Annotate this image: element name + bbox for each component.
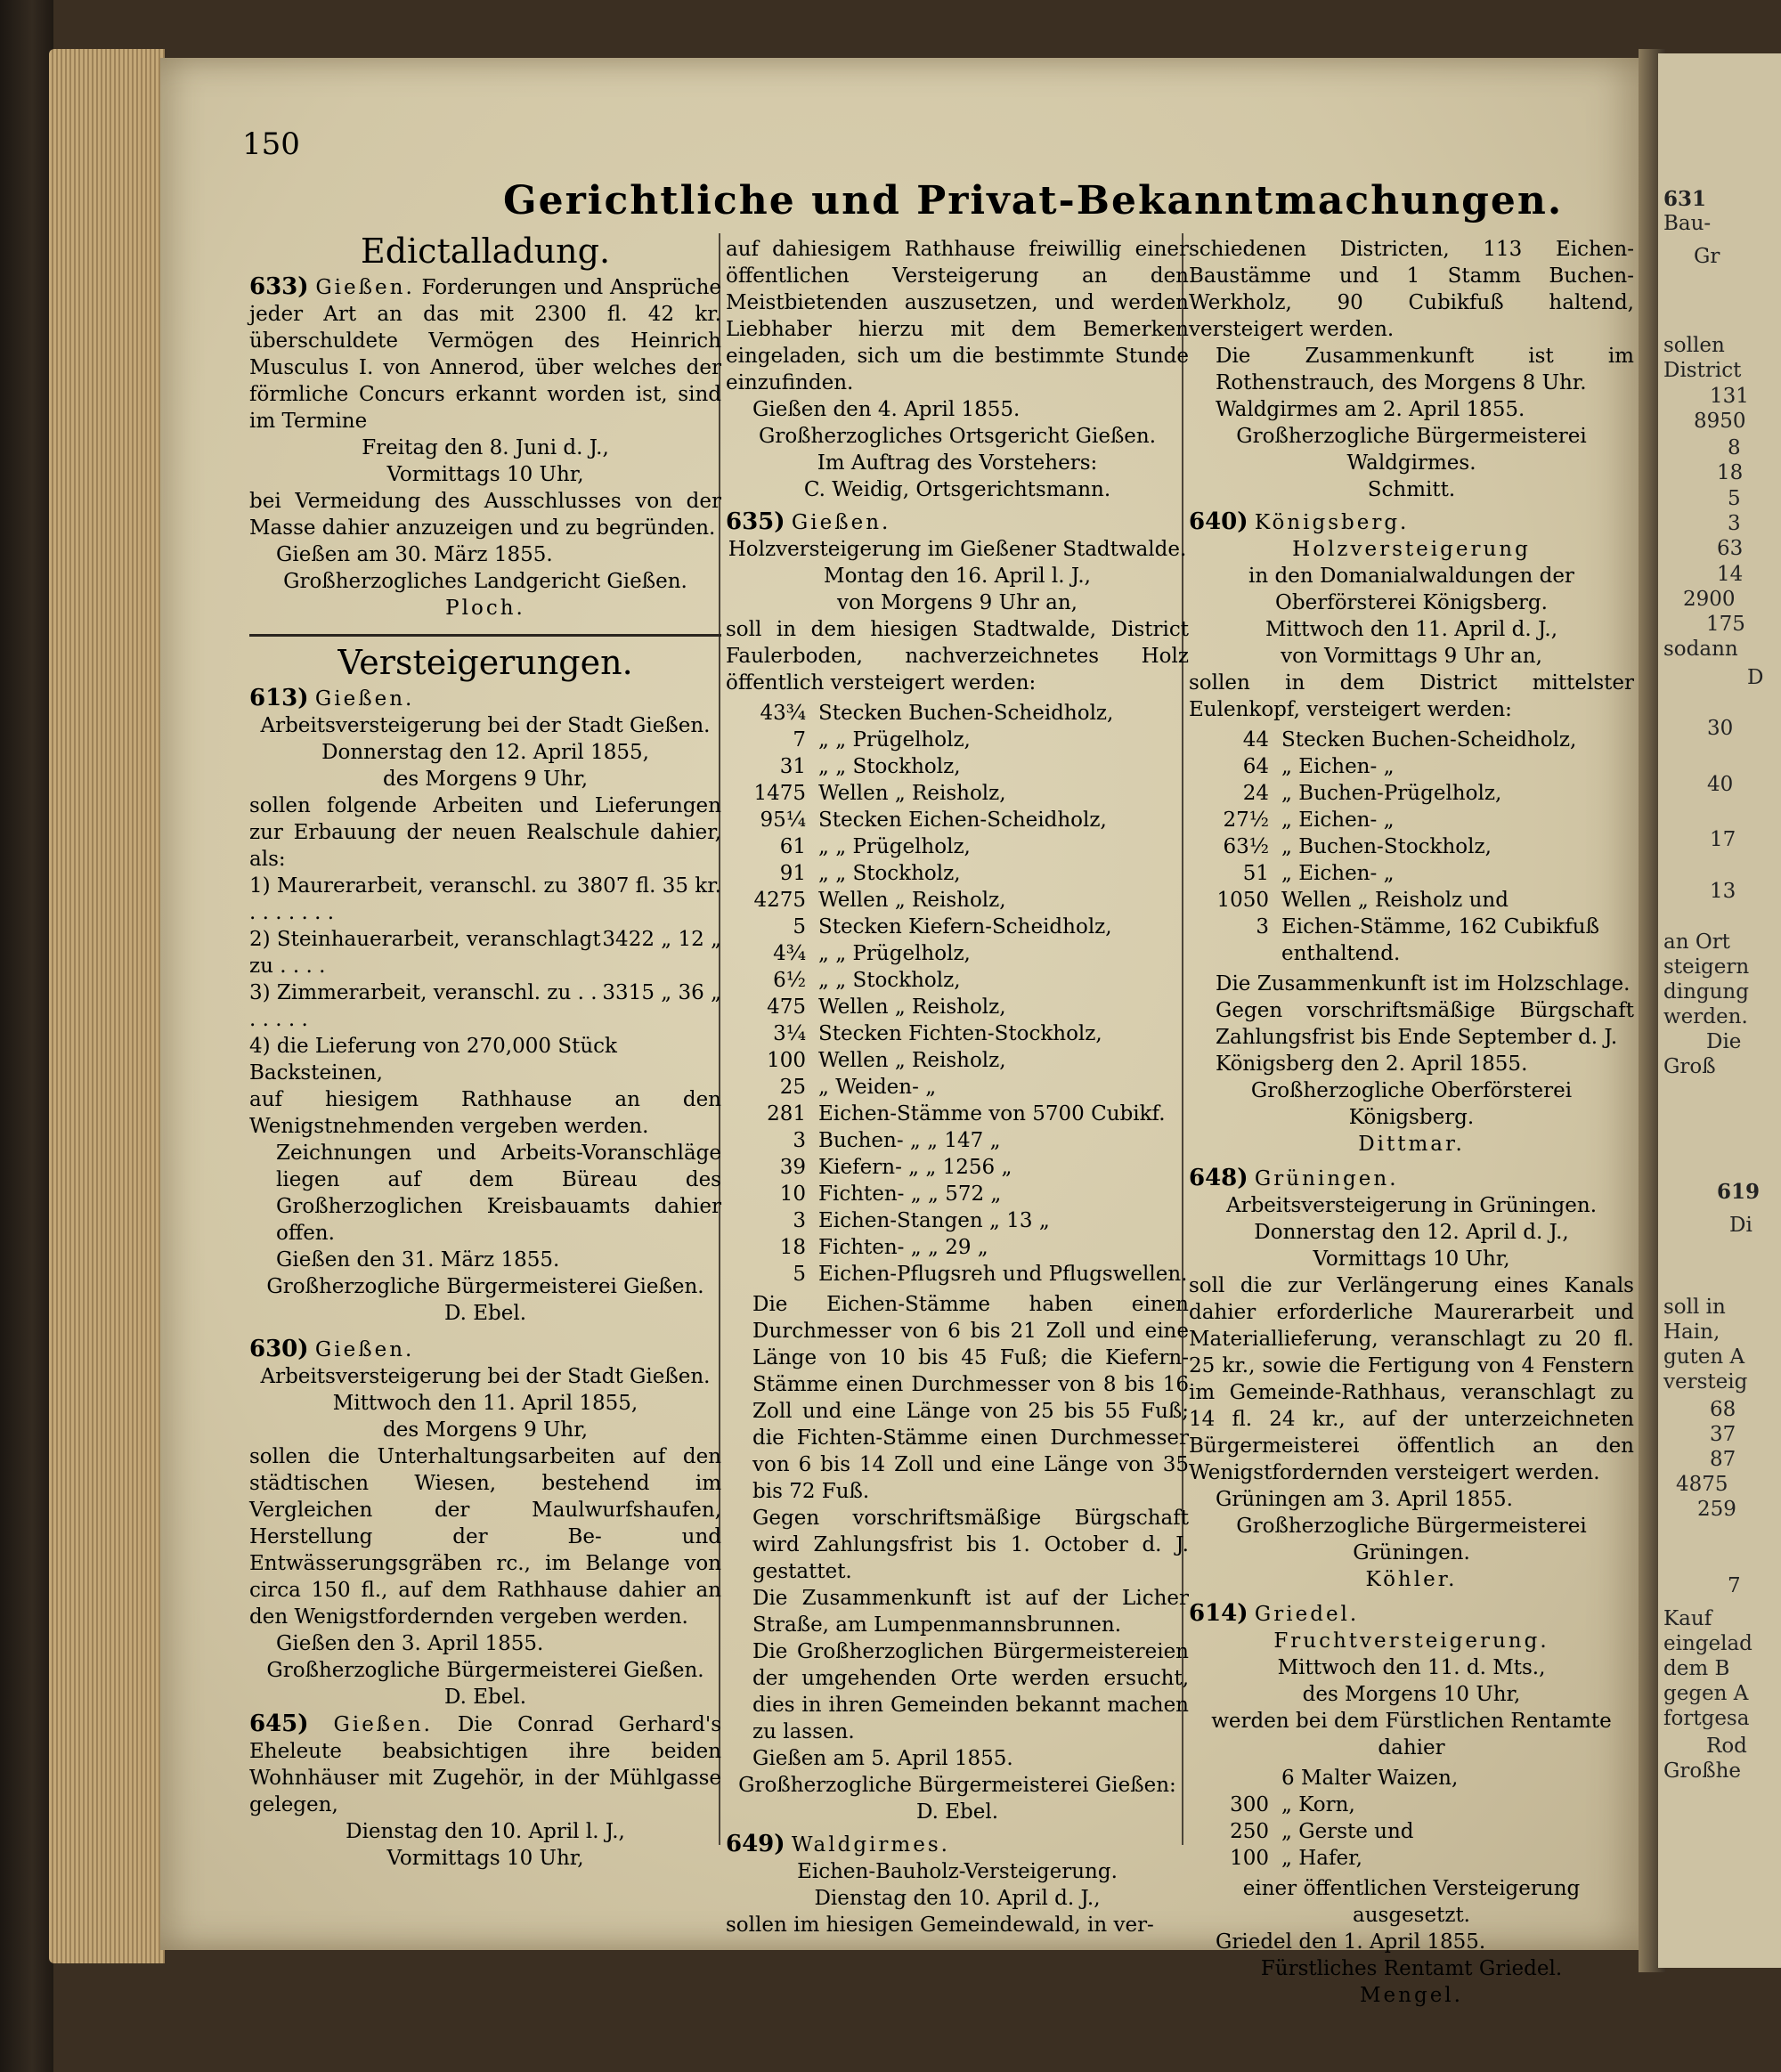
fragment: Bau- [1663,212,1712,235]
wood-description: „ „ Stockholz, [818,969,961,992]
fragment: dem B [1663,1657,1730,1680]
notice-text: bei Vermeidung des Ausschlusses von der Masse dahier anzuzeigen und zu begründen. [249,490,721,540]
notice-place: Königsberg. [1254,511,1410,534]
fragment: 2900 [1683,588,1736,611]
work-amount: 3315 „ 36 „ [602,981,721,1004]
notice-signer: D. Ebel. [443,1686,527,1709]
grain-list [1189,1765,1634,1872]
wood-quantity: 7 [793,728,806,752]
fragment: Di [1729,1214,1753,1237]
fragment: dingung [1663,980,1749,1003]
fragment: Die [1706,1030,1742,1053]
fragment: 8950 [1694,410,1746,433]
notice-issuer: Großherzogliche Bürgermeisterei Gießen: [738,1774,1176,1797]
wood-description: Wellen „ Reisholz, [818,1049,1006,1072]
notice-date: Mittwoch den 11. d. Mts., [1277,1656,1546,1679]
fragment: 259 [1697,1498,1736,1521]
fragment: 30 [1707,717,1734,740]
wood-description: Wellen „ Reisholz, [818,995,1006,1019]
notice-text: Zeichnungen und Arbeits-Voranschläge liegen auf dem Büreau des Großherzoglichen Kreisbauamts dahier offen. [276,1142,721,1245]
wood-item [726,753,1189,780]
notice-signer: Mengel. [1360,1984,1463,2007]
notice-text: soll die zur Verlängerung eines Kanals dahier erforderliche Maurerarbeit und Materiallieferung, veranschlagt zu 20 fl. 25 kr., sowie die Fertigung von 4 Fenstern im Gemeinde-Rathhaus, veranschlagt zu 14 fl. 24 kr., auf der unterzeichneten Bürgermeisterei öffentlich an den Wenigstfordernden versteigert werden. [1189,1274,1634,1484]
wood-quantity: 6½ [773,969,806,992]
notice-issuer: Großherzogliche Bürgermeisterei Gießen. [266,1659,704,1682]
wood-item [1189,753,1634,780]
wood-item [726,914,1189,940]
notice-title: Arbeitsversteigerung bei der Stadt Gießen. [260,714,711,737]
notice-number: 648) [1189,1165,1248,1191]
notice-issuer: Großherzogliche Oberförsterei Königsberg. [1250,1079,1573,1129]
notice-649-continued [1189,236,1634,503]
fragment: steigern [1663,955,1750,979]
wood-description: „ Eichen- „ [1281,755,1395,778]
notice-issuer: Großherzogliches Ortsgericht Gießen. [758,425,1157,448]
fragment: versteig [1663,1370,1748,1394]
wood-description: Stecken Kiefern-Scheidholz, [818,915,1112,938]
fragment: sollen [1663,334,1725,357]
fragment: an Ort [1663,930,1730,954]
notice-635 [726,508,1189,1825]
notice-title: Fruchtversteigerung. [1273,1629,1549,1653]
wood-quantity: 64 [1242,755,1269,778]
wood-item [1189,780,1634,807]
notice-title: Arbeitsversteigerung in Grüningen. [1225,1194,1598,1217]
notice-text: einer öffentlichen Versteigerung ausgesetzt. [1242,1877,1581,1927]
column-1 [249,232,722,1872]
wood-item [726,887,1189,914]
wood-item [726,1020,1189,1047]
notice-613 [249,685,721,1327]
notice-614 [1189,1600,1634,2009]
notice-signer: D. Ebel. [443,1302,527,1325]
column-2 [726,236,1189,1938]
wood-description: Wellen „ Reisholz und [1281,889,1509,912]
wood-quantity: 5 [793,1263,806,1286]
notice-signer: Schmitt. [1367,478,1456,501]
notice-dateline: Gießen den 31. März 1855. [276,1248,560,1272]
wood-item [726,833,1189,860]
fragment: 8 [1728,436,1741,459]
grain-item [1189,1792,1634,1818]
wood-quantity: 1050 [1216,889,1269,912]
notice-time: von Vormittags 9 Uhr an, [1281,645,1542,668]
notice-issuer: Großherzogliche Bürgermeisterei Grüningen. [1236,1515,1587,1564]
notice-time: des Morgens 10 Uhr, [1302,1683,1521,1706]
notice-time: des Morgens 9 Uhr, [382,768,589,791]
fragment: soll in [1663,1296,1726,1319]
notice-text: sollen die Unterhaltungsarbeiten auf den städtischen Wiesen, bestehend im Vergleichen der Maulwurfshaufen, Herstellung der Be- und Entwässerungsgräben rc., im Belange von circa 150 fl., auf dem Rathhause dahier an den Wenigstfordernden vergeben werden. [249,1445,721,1629]
wood-description: „ „ Prügelholz, [818,942,971,965]
notice-place: Gießen. [314,1338,415,1361]
wood-quantity: 1475 [753,782,806,805]
wood-item [726,1101,1189,1127]
grain-item [1189,1845,1634,1872]
notice-dateline: Gießen am 30. März 1855. [276,543,553,566]
work-item [249,979,721,1033]
notice-dateline: Griedel den 1. April 1855. [1216,1930,1486,1954]
notice-place: Grüningen. [1254,1167,1399,1190]
wood-item [726,700,1189,727]
fragment: 37 [1710,1423,1736,1446]
wood-description: Eichen-Stämme, 162 Cubikfuß enthaltend. [1281,915,1599,965]
wood-description: Eichen-Stangen „ 13 „ [818,1209,1050,1232]
fragment: Rod [1706,1735,1747,1758]
notice-date: Montag den 16. April l. J., [824,565,1091,588]
notice-signer: C. Weidig, Ortsgerichtsmann. [803,478,1111,501]
wood-item [726,1261,1189,1288]
wood-list [726,700,1189,1288]
notice-number: 635) [726,508,785,535]
work-amount: 3807 fl. 35 kr. [576,874,721,898]
notice-text: Die Zusammenkunft ist im Rothenstrauch, des Morgens 8 Uhr. [1216,345,1634,394]
wood-description: „ Eichen- „ [1281,862,1395,885]
wood-list [1189,727,1634,967]
wood-item [726,994,1189,1020]
notice-649 [726,1831,1189,1938]
notice-text: Die Eichen-Stämme haben einen Durchmesser von 6 bis 21 Zoll und eine Länge von 10 bis 45 Fuß; die Kiefern-Stämme einen Durchmesser von 8 bis 16 Zoll und eine Länge von 25 bis 55 Fuß; die Fichten-Stämme einen Durchmesser von 6 bis 14 Zoll und eine Länge von 35 bis 72 Fuß. [752,1293,1189,1503]
page-heading: Gerichtliche und Privat-Bekanntmachungen. [503,178,1564,223]
page-number: 150 [242,126,300,162]
wood-item [726,1047,1189,1074]
notice-order: Im Auftrag des Vorstehers: [817,451,1098,475]
notice-text: Forderungen und Ansprüche jeder Art an das mit 2300 fl. 42 kr. überschuldete Vermögen des Heinrich Musculus I. von Annerod, über welches der förmliche Concurs erkannt worden ist, sind im Termine [249,276,722,433]
fragment: 18 [1717,461,1744,484]
fragment: 631 [1663,187,1707,211]
wood-quantity: 61 [779,835,806,858]
notice-text: soll in dem hiesigen Stadtwalde, District Faulerboden, nachverzeichnetes Holz öffentlich versteigert werden: [726,618,1189,695]
wood-description: Kiefern- „ „ 1256 „ [818,1156,1012,1179]
notice-date: Dienstag den 10. April d. J., [814,1887,1101,1910]
fragment: 68 [1710,1398,1736,1421]
wood-item [726,807,1189,833]
wood-quantity: 3 [1256,915,1269,938]
fragment: 4875 [1676,1473,1728,1496]
wood-item [726,1181,1189,1207]
notice-issuer: Fürstliches Rentamt Griedel. [1260,1957,1563,1980]
wood-description: Buchen- „ „ 147 „ [818,1129,1001,1152]
wood-description: „ „ Stockholz, [818,862,961,885]
notice-date: Freitag den 8. Juni d. J., [362,436,609,459]
wood-item [1189,807,1634,833]
notice-time: Vormittags 10 Uhr, [386,1847,584,1870]
grain-item [1189,1818,1634,1845]
fragment: 7 [1728,1574,1741,1597]
column-3 [1189,236,1634,2009]
notice-text: Gegen vorschriftsmäßige Bürgschaft wird Zahlungsfrist bis 1. October d. J. gestattet. [752,1507,1189,1583]
wood-item [1189,833,1634,860]
wood-quantity: 44 [1242,728,1269,752]
wood-description: „ „ Prügelholz, [818,835,971,858]
fragment: Groß [1663,1055,1716,1078]
section-title-edictalladung: Edictalladung. [360,232,611,271]
wood-quantity: 91 [779,862,806,885]
grain-description: 6 Malter Waizen, [1281,1767,1459,1790]
notice-title: Holzversteigerung [1292,538,1531,561]
wood-description: Wellen „ Reisholz, [818,782,1006,805]
grain-description: „ Gerste und [1281,1820,1414,1843]
grain-quantity: 100 [1230,1847,1269,1870]
notice-dateline: Gießen den 4. April 1855. [752,398,1021,421]
wood-quantity: 10 [779,1182,806,1206]
notice-number: 649) [726,1831,785,1857]
wood-item [726,940,1189,967]
wood-quantity: 39 [779,1156,806,1179]
wood-description: Eichen-Stämme von 5700 Cubikf. [818,1102,1166,1125]
wood-description: „ „ Stockholz, [818,755,961,778]
notice-date: Donnerstag den 12. April 1855, [321,741,649,764]
grain-description: „ Korn, [1281,1793,1355,1816]
wood-quantity: 25 [779,1076,806,1099]
fragment: gegen A [1663,1682,1749,1705]
notice-place: Gießen. [314,687,415,711]
notice-dateline: Grüningen am 3. April 1855. [1216,1488,1513,1511]
notice-645 [249,1710,721,1872]
wood-quantity: 3 [793,1129,806,1152]
book-binding [0,0,53,2072]
wood-quantity: 4¾ [773,942,806,965]
notice-place: Griedel. [1254,1603,1360,1626]
wood-item [726,1234,1189,1261]
notice-648 [1189,1165,1634,1593]
section-divider [249,634,721,637]
work-item [249,926,721,979]
wood-item [726,1154,1189,1181]
wood-item [726,727,1189,753]
fragment: 3 [1728,512,1741,535]
fragment: 175 [1706,613,1745,636]
fragment: guten A [1663,1345,1745,1369]
wood-quantity: 5 [793,915,806,938]
fragment: fortgesa [1663,1707,1750,1730]
wood-description: Stecken Eichen-Scheidholz, [818,808,1107,832]
wood-description: Stecken Buchen-Scheidholz, [818,702,1114,725]
notice-title: Holzversteigerung im Gießener Stadtwalde. [728,538,1187,561]
wood-quantity: 18 [779,1236,806,1259]
work-item [249,1033,721,1086]
wood-item [726,1207,1189,1234]
wood-item [1189,727,1634,753]
work-item [249,873,721,926]
wood-quantity: 24 [1242,782,1269,805]
notice-text: sollen im hiesigen Gemeindewald, in ver- [726,1914,1154,1937]
wood-quantity: 27½ [1223,808,1269,832]
wood-description: Stecken Buchen-Scheidholz, [1281,728,1577,752]
notice-633 [249,273,721,622]
fragment: Gr [1694,245,1720,268]
wood-quantity: 100 [767,1049,806,1072]
notice-time: des Morgens 9 Uhr, [382,1418,589,1442]
wood-quantity: 31 [779,755,806,778]
notice-number: 640) [1189,508,1248,535]
fragment: eingelad [1663,1632,1753,1655]
wood-quantity: 95¼ [760,808,806,832]
wood-description: „ „ Prügelholz, [818,728,971,752]
grain-description: „ Hafer, [1281,1847,1362,1870]
wood-quantity: 43¾ [760,702,806,725]
fragment: 40 [1707,773,1734,796]
wood-quantity: 51 [1242,862,1269,885]
fragment: District [1663,359,1742,382]
fragment: 63 [1717,537,1744,560]
wood-quantity: 281 [767,1102,806,1125]
grain-item [1189,1765,1634,1792]
fragment: Hain, [1663,1320,1720,1344]
fragment: D [1747,666,1764,689]
notice-title: Eichen-Bauholz-Versteigerung. [797,1860,1118,1883]
notice-text: sollen folgende Arbeiten und Lieferungen zur Erbauung der neuen Realschule dahier, als: [249,794,721,871]
notice-number: 633) [249,273,309,300]
section-title-versteigerungen: Versteigerungen. [337,643,633,682]
notice-number: 613) [249,685,309,711]
grain-quantity [1189,1765,1281,1792]
notice-number: 614) [1189,1600,1248,1627]
notice-place: Waldgirmes. [791,1833,950,1857]
wood-quantity: 63½ [1223,835,1269,858]
wood-description: Eichen-Pflugsreh und Pflugswellen. [818,1263,1188,1286]
notice-645-continued [726,236,1189,503]
notice-text: werden bei dem Fürstlichen Rentamte dahier [1211,1710,1612,1759]
notice-dateline: Königsberg den 2. April 1855. [1216,1052,1528,1076]
wood-quantity: 3 [793,1209,806,1232]
notice-time: von Morgens 9 Uhr an, [837,591,1078,614]
fragment: werden. [1663,1005,1748,1028]
wood-item [726,1074,1189,1101]
notice-text: Die Großherzoglichen Bürgermeistereien der umgehenden Orte werden ersucht, dies in ihren Gemeinden bekannt machen zu lassen. [752,1640,1189,1743]
wood-description: „ Weiden- „ [818,1076,937,1099]
wood-quantity: 4275 [753,889,806,912]
notice-630 [249,1336,721,1710]
wood-description: Stecken Fichten-Stockholz, [818,1022,1102,1045]
notice-text: Die Conrad Gerhard's Eheleute beabsichtigen ihre beiden Wohnhäuser mit Zugehör, in der Mühlgasse gelegen, [249,1713,722,1816]
notice-date: Mittwoch den 11. April 1855, [332,1392,638,1415]
notice-dateline: Gießen am 5. April 1855. [752,1747,1013,1770]
work-label: 1) Maurerarbeit, veranschl. zu . . . . . . . [249,874,568,924]
notice-signer: D. Ebel. [915,1800,999,1824]
notice-time: Vormittags 10 Uhr, [1313,1247,1510,1271]
wood-item [726,780,1189,807]
notice-text: auf dahiesigem Rathhause freiwillig einer öffentlichen Versteigerung an den Meistbietenden auszusetzen, und werden Liebhaber hierzu mit dem Bemerken eingeladen, sich um die bestimmte Stunde einzufinden. [726,238,1189,394]
notice-text: schiedenen Districten, 113 Eichen-Baustämme und 1 Stamm Buchen-Werkholz, 90 Cubikfuß haltend, versteigert werden. [1189,238,1634,341]
notice-place: Gießen. [333,1713,433,1736]
wood-quantity: 475 [767,995,806,1019]
fragment: 13 [1710,880,1736,903]
work-label: 2) Steinhauerarbeit, veranschlagt zu . . . . [249,928,601,978]
notice-place: Gießen. [315,276,415,299]
wood-description: „ Buchen-Stockholz, [1281,835,1492,858]
notice-text: Gegen vorschriftsmäßige Bürgschaft Zahlungsfrist bis Ende September d. J. [1216,999,1634,1049]
notice-signer: Köhler. [1365,1568,1458,1591]
wood-item [726,967,1189,994]
wood-quantity: 3¼ [773,1022,806,1045]
notice-text: auf hiesigem Rathhause an den Wenigstnehmenden vergeben werden. [249,1088,721,1138]
notice-signer: Ploch. [445,597,525,620]
grain-quantity: 250 [1230,1820,1269,1843]
wood-item [1189,860,1634,887]
notice-date: Donnerstag den 12. April d. J., [1254,1221,1569,1244]
notice-dateline: Waldgirmes am 2. April 1855. [1216,398,1525,421]
wood-item [726,860,1189,887]
notice-subtitle: in den Domanialwaldungen der Oberförsterei Königsberg. [1248,565,1574,614]
wood-item [726,1127,1189,1154]
fragment: 14 [1717,563,1744,586]
notice-signer: Dittmar. [1358,1133,1465,1156]
notice-dateline: Gießen den 3. April 1855. [276,1632,544,1655]
notice-640 [1189,508,1634,1158]
notice-issuer: Großherzogliches Landgericht Gießen. [283,570,687,593]
facing-page-fragment [1658,53,1781,1968]
notice-issuer: Großherzogliche Bürgermeisterei Gießen. [266,1275,704,1298]
fragment: 131 [1710,385,1749,408]
notice-time: Vormittags 10 Uhr, [386,463,584,486]
page-edges [49,49,165,1963]
notice-title: Arbeitsversteigerung bei der Stadt Gießen. [260,1365,711,1388]
wood-description: Wellen „ Reisholz, [818,889,1006,912]
wood-item [1189,914,1634,967]
fragment: sodann [1663,638,1738,661]
fragment: 87 [1710,1448,1736,1471]
fragment: Großhe [1663,1759,1742,1783]
notice-place: Gießen. [791,511,891,534]
wood-description: Fichten- „ „ 29 „ [818,1236,988,1259]
wood-description: Fichten- „ „ 572 „ [818,1182,1002,1206]
notice-number: 630) [249,1336,309,1362]
work-label: 4) die Lieferung von 270,000 Stück Backsteinen, [249,1035,617,1085]
grain-quantity: 300 [1230,1793,1269,1816]
notice-text: Die Zusammenkunft ist im Holzschlage. [1216,972,1631,995]
notice-date: Dienstag den 10. April l. J., [346,1820,625,1843]
wood-description: „ Eichen- „ [1281,808,1395,832]
work-label: 3) Zimmerarbeit, veranschl. zu . . . . . . . [249,981,598,1031]
fragment: 619 [1717,1180,1761,1204]
notice-issuer: Großherzogliche Bürgermeisterei Waldgirmes. [1236,425,1587,475]
wood-item [1189,887,1634,914]
work-amount: 3422 „ 12 „ [602,928,721,951]
notice-date: Mittwoch den 11. April d. J., [1265,618,1558,641]
fragment: 17 [1710,828,1736,851]
notice-number: 645) [249,1710,309,1737]
fragment: 5 [1728,487,1741,510]
notice-text: Die Zusammenkunft ist auf der Licher Straße, am Lumpenmannsbrunnen. [752,1587,1189,1637]
notice-text: sollen in dem District mittelster Eulenkopf, versteigert werden: [1189,671,1634,721]
fragment: Kauf [1663,1607,1712,1630]
wood-description: „ Buchen-Prügelholz, [1281,782,1502,805]
